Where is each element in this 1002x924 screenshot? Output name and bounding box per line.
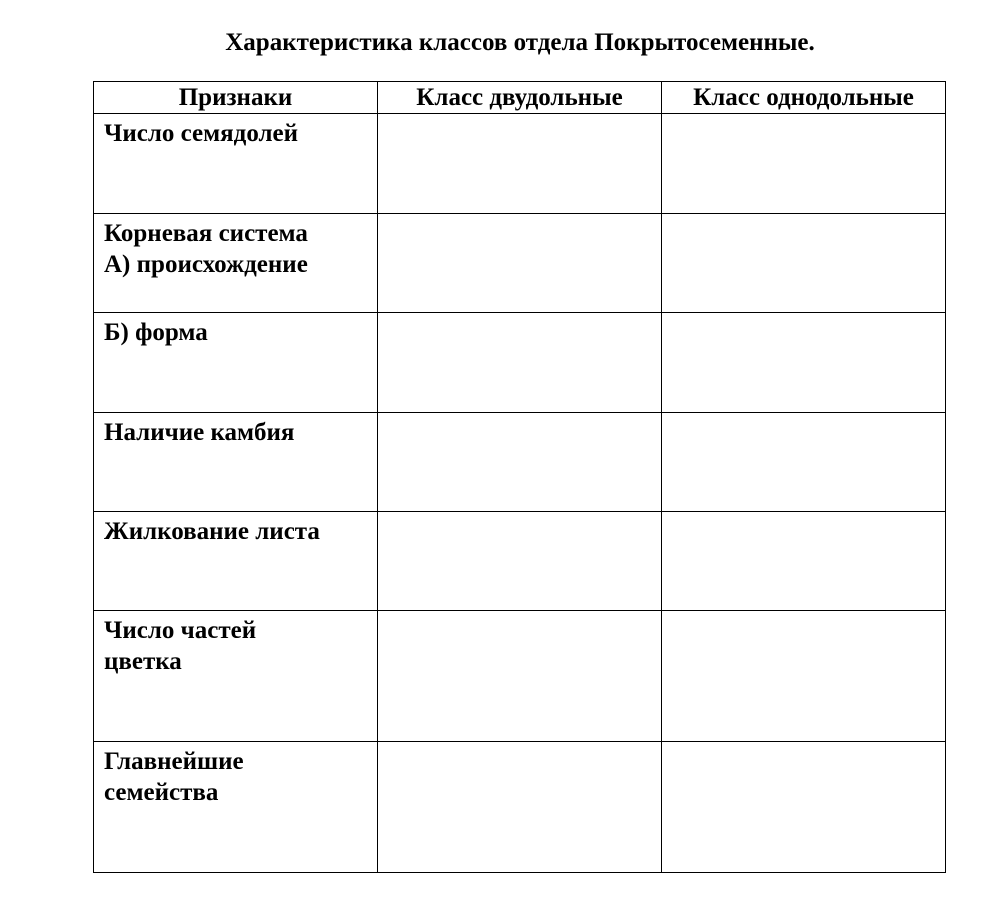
table-row — [94, 413, 946, 512]
dicots-answer-cell[interactable] — [378, 611, 662, 742]
monocots-answer-cell[interactable] — [662, 742, 946, 873]
monocots-answer-cell[interactable] — [662, 611, 946, 742]
header-dicots: Класс двудольные — [378, 82, 662, 114]
monocots-answer-cell[interactable] — [662, 512, 946, 611]
feature-cell: Наличие камбия — [94, 413, 378, 512]
feature-cell: Жилкование листа — [94, 512, 378, 611]
feature-cell: Главнейшие семейства — [94, 742, 378, 873]
dicots-answer-cell[interactable] — [378, 742, 662, 873]
feature-cell: Корневая система А) происхождение — [94, 214, 378, 313]
table-row — [94, 611, 946, 742]
feature-cell: Число семядолей — [94, 114, 378, 214]
feature-cell: Б) форма — [94, 313, 378, 413]
dicots-answer-cell[interactable] — [378, 313, 662, 413]
table-row — [94, 742, 946, 873]
monocots-answer-cell[interactable] — [662, 313, 946, 413]
table-row — [94, 512, 946, 611]
feature-cell: Число частей цветка — [94, 611, 378, 742]
monocots-answer-cell[interactable] — [662, 214, 946, 313]
document-title: Характеристика классов отдела Покрытосеменные. — [225, 29, 815, 56]
table-row — [94, 313, 946, 413]
header-monocots: Класс однодольные — [662, 82, 946, 114]
dicots-answer-cell[interactable] — [378, 114, 662, 214]
table-row — [94, 114, 946, 214]
monocots-answer-cell[interactable] — [662, 413, 946, 512]
header-features: Признаки — [94, 82, 378, 114]
dicots-answer-cell[interactable] — [378, 413, 662, 512]
table-row — [94, 214, 946, 313]
monocots-answer-cell[interactable] — [662, 114, 946, 214]
comparison-table — [93, 81, 946, 873]
table-header-row — [94, 82, 946, 114]
dicots-answer-cell[interactable] — [378, 512, 662, 611]
dicots-answer-cell[interactable] — [378, 214, 662, 313]
